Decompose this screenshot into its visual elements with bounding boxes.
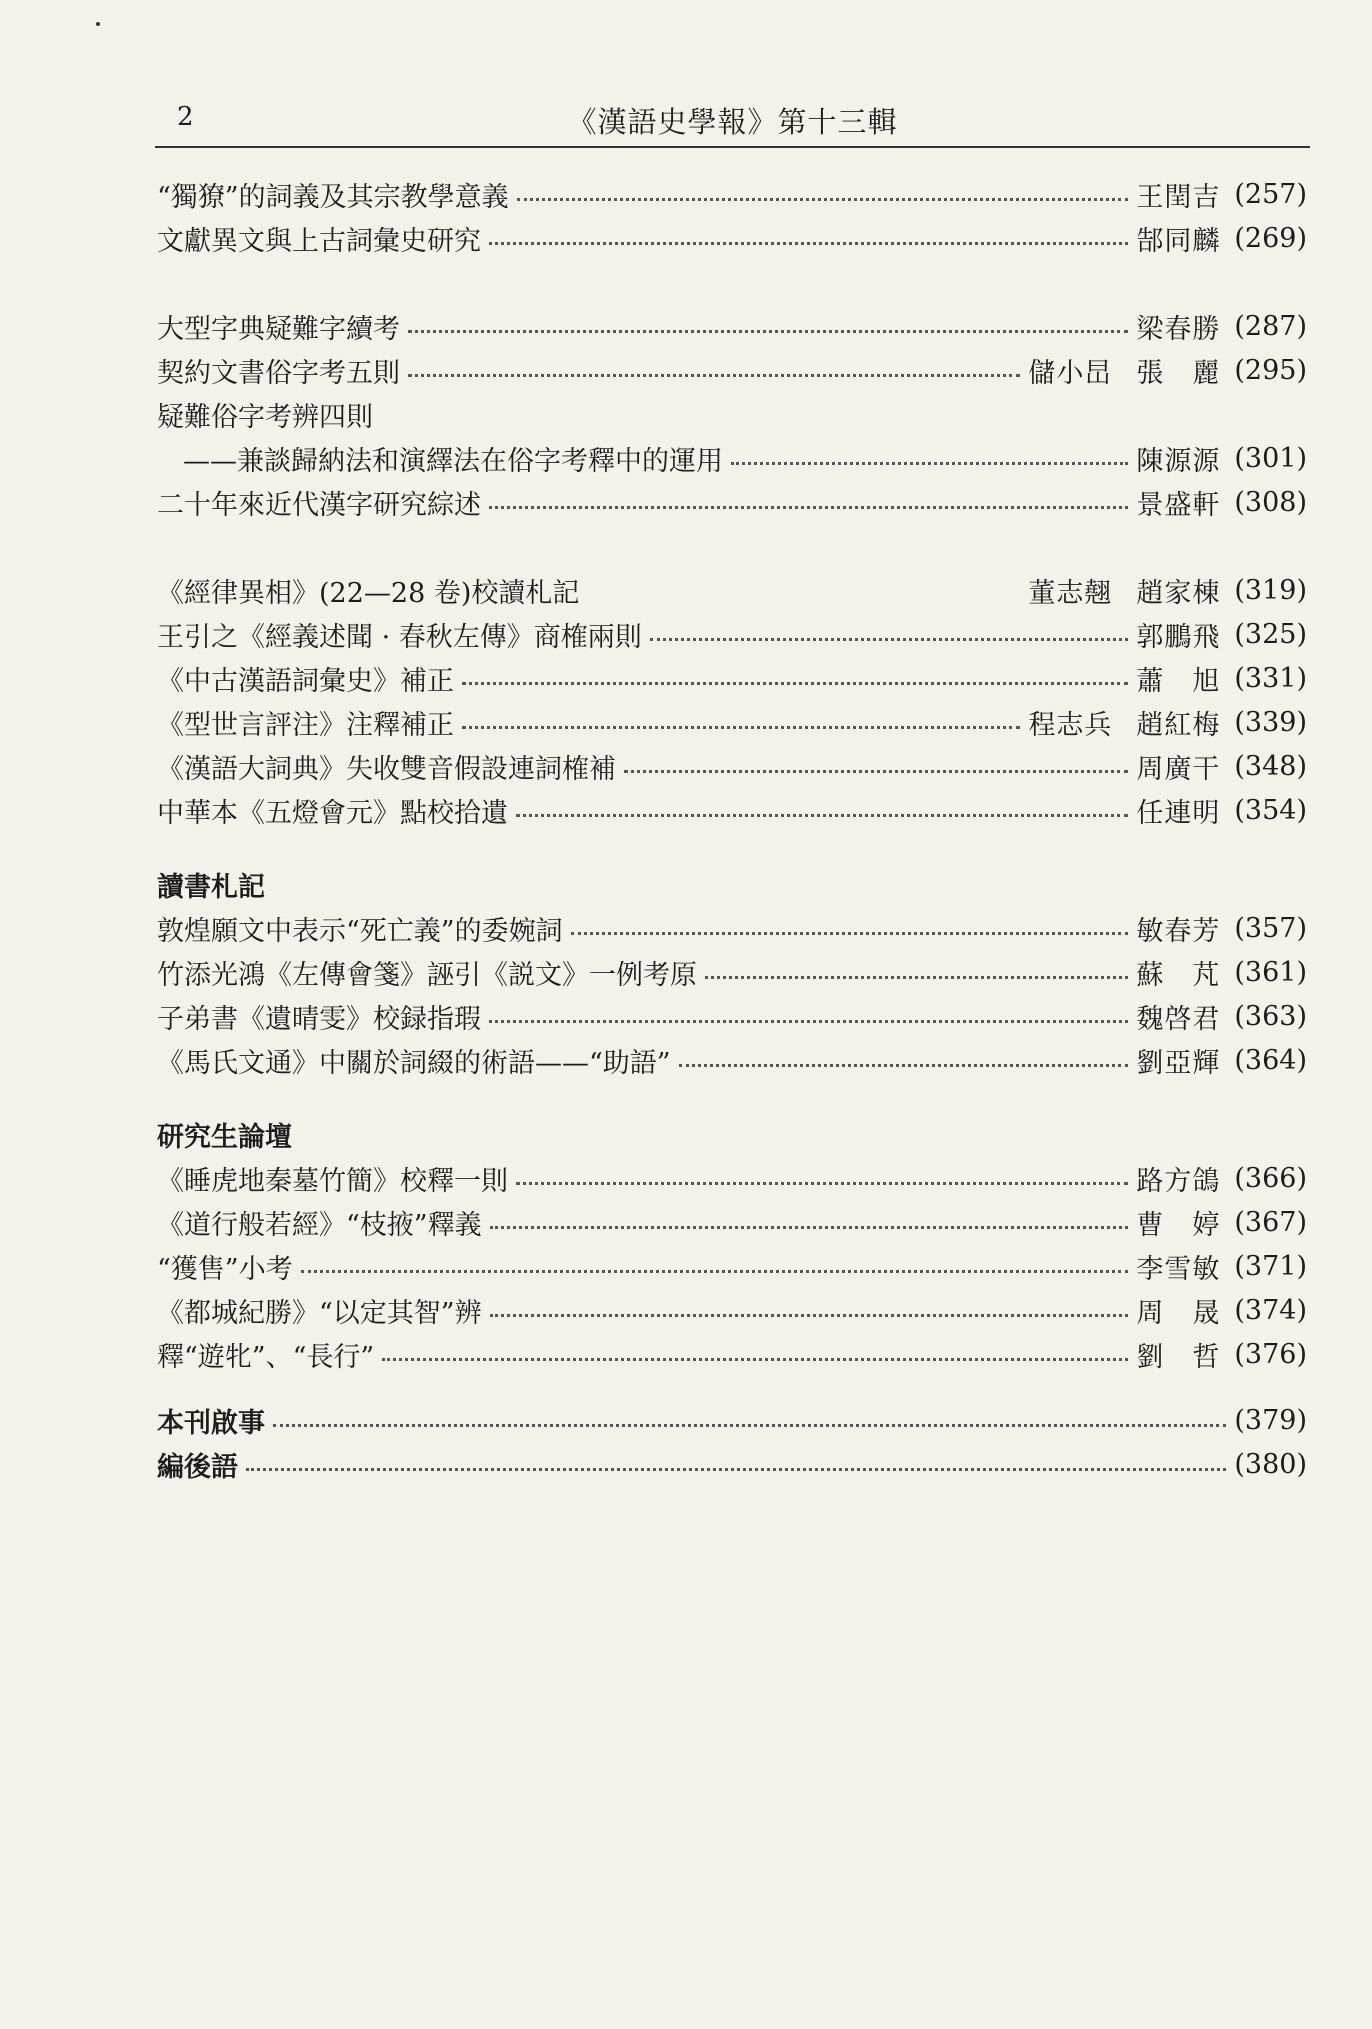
entry-page: (380) — [1234, 1448, 1307, 1480]
entry-author: 梁春勝 — [1136, 313, 1221, 345]
entry-author: 路方鴿 — [1136, 1165, 1221, 1197]
spacer — [157, 1082, 1307, 1104]
entry-page: (269) — [1234, 222, 1307, 254]
running-header — [155, 98, 1310, 148]
entry-author: 周廣干 — [1136, 753, 1221, 785]
dot-leader — [408, 330, 1128, 333]
entry-title: “獨獠”的詞義及其宗教學意義 — [157, 181, 509, 213]
toc-entry — [157, 172, 1307, 216]
toc-entry — [157, 1156, 1307, 1200]
toc-entry — [157, 788, 1307, 832]
entry-title: 《型世言評注》注釋補正 — [157, 709, 454, 741]
entry-page: (367) — [1234, 1206, 1307, 1238]
entry-author: 蘇 芃 — [1136, 959, 1221, 991]
dot-leader — [731, 462, 1128, 465]
entry-title: 大型字典疑難字續考 — [157, 313, 400, 345]
blank-leader — [587, 594, 1020, 597]
toc-entry — [157, 1332, 1307, 1376]
entry-page: (374) — [1234, 1294, 1307, 1326]
toc-entry — [157, 1200, 1307, 1244]
dot-leader — [516, 1182, 1128, 1185]
entry-author: 陳源源 — [1136, 445, 1221, 477]
entry-author: 趙家棟 — [1136, 577, 1221, 609]
entry-page: (339) — [1234, 706, 1307, 738]
entry-title: 《馬氏文通》中關於詞綴的術語——“助語” — [157, 1047, 671, 1079]
toc-entry — [157, 700, 1307, 744]
toc-entry — [157, 392, 1307, 436]
entry-author: 曹 婷 — [1136, 1209, 1221, 1241]
entry-page: (366) — [1234, 1162, 1307, 1194]
spacer — [157, 260, 1307, 304]
entry-author: 趙紅梅 — [1136, 709, 1221, 741]
entry-title: 契約文書俗字考五則 — [157, 357, 400, 389]
dot-leader — [705, 976, 1128, 979]
entry-page: (364) — [1234, 1044, 1307, 1076]
entry-author: 敏春芳 — [1136, 915, 1221, 947]
toc-entry — [157, 568, 1307, 612]
entry-title: 《漢語大詞典》失收雙音假設連詞榷補 — [157, 753, 616, 785]
entry-title: 王引之《經義述聞 · 春秋左傳》商榷兩則 — [157, 621, 642, 653]
entry-subtitle: ——兼談歸納法和演繹法在俗字考釋中的運用 — [183, 445, 723, 477]
toc-entry-afterword — [157, 1442, 1307, 1486]
entry-author: 王閏吉 — [1136, 181, 1221, 213]
entry-page: (331) — [1234, 662, 1307, 694]
entry-page: (301) — [1234, 442, 1307, 474]
entry-title: 疑難俗字考辨四則 — [157, 401, 373, 433]
dot-leader — [489, 1020, 1128, 1023]
speck — [96, 22, 100, 26]
entry-title: 子弟書《遺晴雯》校録指瑕 — [157, 1003, 481, 1035]
entry-title: 《經律異相》(22—28 卷)校讀札記 — [157, 577, 580, 609]
entry-title: 《道行般若經》“枝掖”釋義 — [157, 1209, 482, 1241]
page-number: 2 — [177, 102, 194, 132]
entry-page: (357) — [1234, 912, 1307, 944]
entry-title: 釋“遊牝”、“長行” — [157, 1341, 375, 1373]
dot-leader — [489, 506, 1128, 509]
entry-author: 劉亞輝 — [1136, 1047, 1221, 1079]
entry-title: “獲售”小考 — [157, 1253, 293, 1285]
entry-title: 竹添光鴻《左傳會箋》誣引《説文》一例考原 — [157, 959, 697, 991]
toc-entry — [157, 1038, 1307, 1082]
toc-entry — [157, 612, 1307, 656]
toc-entry-subtitle — [157, 436, 1307, 480]
entry-page: (348) — [1234, 750, 1307, 782]
entry-page: (287) — [1234, 310, 1307, 342]
journal-title: 《漢語史學報》第十三輯 — [567, 105, 898, 139]
entry-author: 郭鵬飛 — [1136, 621, 1221, 653]
entry-coauthor: 儲小旵 — [1028, 357, 1113, 389]
entry-title: 二十年來近代漢字研究綜述 — [157, 489, 481, 521]
entry-page: (295) — [1234, 354, 1307, 386]
entry-page: (361) — [1234, 956, 1307, 988]
entry-author: 周 晟 — [1136, 1297, 1221, 1329]
toc-entry — [157, 994, 1307, 1038]
entry-page: (354) — [1234, 794, 1307, 826]
entry-author: 李雪敏 — [1136, 1253, 1221, 1285]
entry-page: (379) — [1234, 1404, 1307, 1436]
entry-page: (376) — [1234, 1338, 1307, 1370]
toc-entry — [157, 348, 1307, 392]
entry-author: 劉 哲 — [1136, 1341, 1221, 1373]
entry-coauthor: 程志兵 — [1028, 709, 1113, 741]
dot-leader — [516, 814, 1128, 817]
toc-entry — [157, 216, 1307, 260]
toc-entry — [157, 1244, 1307, 1288]
entry-title: 編後語 — [157, 1451, 238, 1483]
dot-leader — [624, 770, 1128, 773]
toc-entry — [157, 744, 1307, 788]
toc-entry — [157, 950, 1307, 994]
entry-title: 敦煌願文中表示“死亡義”的委婉詞 — [157, 915, 563, 947]
dot-leader — [408, 374, 1020, 377]
spacer — [157, 524, 1307, 568]
entry-author: 蕭 旭 — [1136, 665, 1221, 697]
dot-leader — [246, 1468, 1226, 1471]
entry-title: 《都城紀勝》“以定其智”辨 — [157, 1297, 482, 1329]
entry-page: (319) — [1234, 574, 1307, 606]
dot-leader — [301, 1270, 1129, 1273]
entry-title: 文獻異文與上古詞彙史研究 — [157, 225, 481, 257]
section-heading-graduate-forum: 研究生論壇 — [157, 1121, 292, 1153]
entry-author: 任連明 — [1136, 797, 1221, 829]
entry-page: (371) — [1234, 1250, 1307, 1282]
entry-title: 《睡虎地秦墓竹簡》校釋一則 — [157, 1165, 508, 1197]
entry-page: (308) — [1234, 486, 1307, 518]
entry-author: 郜同麟 — [1136, 225, 1221, 257]
toc-entry — [157, 480, 1307, 524]
toc-entry — [157, 906, 1307, 950]
dot-leader — [462, 726, 1020, 729]
dot-leader — [489, 242, 1128, 245]
entry-page: (257) — [1234, 178, 1307, 210]
spacer — [157, 832, 1307, 854]
entry-author: 魏啓君 — [1136, 1003, 1221, 1035]
section-heading-reading-notes: 讀書札記 — [157, 871, 265, 903]
dot-leader — [650, 638, 1129, 641]
entry-coauthor: 董志翹 — [1028, 577, 1113, 609]
entry-title: 本刊啟事 — [157, 1407, 265, 1439]
entry-page: (325) — [1234, 618, 1307, 650]
dot-leader — [382, 1358, 1128, 1361]
entry-title: 《中古漢語詞彙史》補正 — [157, 665, 454, 697]
entry-title: 中華本《五燈會元》點校拾遺 — [157, 797, 508, 829]
toc-entry — [157, 656, 1307, 700]
dot-leader — [571, 932, 1129, 935]
dot-leader — [517, 198, 1129, 201]
toc-entry — [157, 1288, 1307, 1332]
dot-leader — [679, 1064, 1129, 1067]
entry-author: 景盛軒 — [1136, 489, 1221, 521]
table-of-contents — [157, 172, 1307, 1486]
toc-entry-notice — [157, 1398, 1307, 1442]
entry-author: 張 麗 — [1136, 357, 1221, 389]
toc-entry — [157, 304, 1307, 348]
dot-leader — [490, 1314, 1129, 1317]
dot-leader — [490, 1226, 1129, 1229]
entry-page: (363) — [1234, 1000, 1307, 1032]
dot-leader — [462, 682, 1128, 685]
dot-leader — [273, 1424, 1226, 1427]
spacer — [157, 1376, 1307, 1398]
